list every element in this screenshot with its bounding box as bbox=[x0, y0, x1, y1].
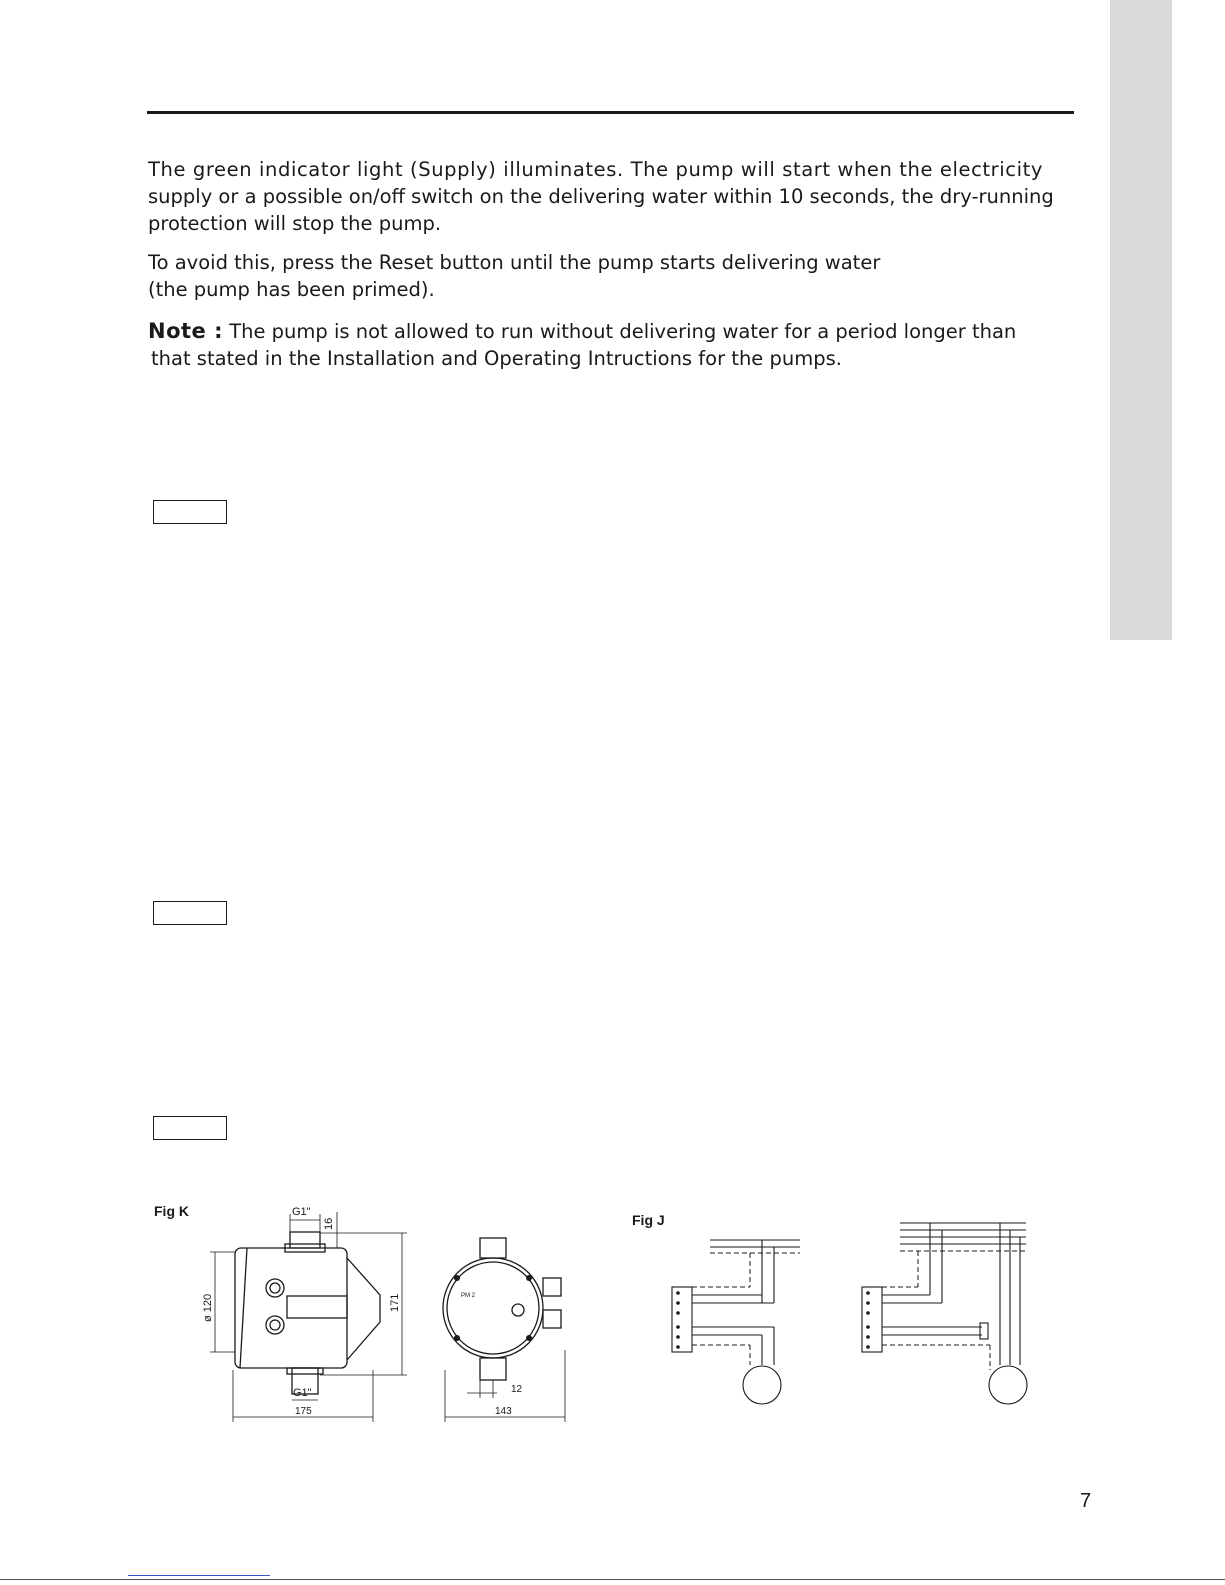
header-rule bbox=[147, 111, 1074, 114]
front-view-housing bbox=[443, 1258, 543, 1358]
dim-175: 175 bbox=[295, 1406, 312, 1417]
note-line-2: that stated in the Installation and Operating Intructions for the pumps. bbox=[151, 347, 842, 370]
dim-g1-top: G1" bbox=[292, 1206, 311, 1218]
fig-j-label: Fig J bbox=[632, 1212, 665, 1228]
empty-label-box bbox=[153, 1116, 227, 1140]
dim-dia-120: ø 120 bbox=[202, 1293, 214, 1322]
text-line: The green indicator light (Supply) illuminates. The pump will start when the electricity bbox=[148, 158, 1044, 181]
side-view-cap bbox=[347, 1258, 380, 1360]
terminal-block bbox=[672, 1287, 692, 1352]
motor-symbol bbox=[743, 1366, 781, 1404]
side-tab-marker bbox=[1110, 0, 1172, 640]
text-line: (the pump has been primed). bbox=[148, 278, 435, 301]
text-line: protection will stop the pump. bbox=[148, 212, 442, 235]
dim-12: 12 bbox=[511, 1384, 523, 1395]
cable-gland bbox=[266, 1279, 284, 1297]
dim-g1-bottom: G1" bbox=[293, 1387, 312, 1399]
cable-gland bbox=[266, 1316, 284, 1334]
fig-k-drawing bbox=[195, 1200, 585, 1440]
footer-link-underline[interactable] bbox=[128, 1575, 270, 1576]
paragraph-supply bbox=[148, 156, 1078, 237]
empty-label-box bbox=[153, 901, 227, 925]
note-line-1 bbox=[148, 318, 1078, 345]
text-line: supply or a possible on/off switch on the delivering water within 10 seconds, the dry-running bbox=[148, 185, 1054, 208]
motor-symbol bbox=[989, 1366, 1027, 1404]
note-text: The pump is not allowed to run without delivering water for a period longer than bbox=[223, 320, 1017, 343]
side-view-body bbox=[235, 1248, 347, 1368]
page-number: 7 bbox=[1080, 1490, 1092, 1512]
dim-16: 16 bbox=[323, 1217, 335, 1230]
top-connector bbox=[290, 1232, 320, 1248]
panel-label: PM 2 bbox=[461, 1293, 476, 1299]
fig-j-drawing bbox=[670, 1215, 1050, 1425]
text-line: To avoid this, press the Reset button until the pump starts delivering water bbox=[148, 251, 881, 274]
empty-label-box bbox=[153, 500, 227, 524]
paragraph-reset bbox=[148, 249, 1078, 303]
contactor-coil bbox=[980, 1323, 988, 1339]
dim-171: 171 bbox=[389, 1293, 401, 1312]
fig-k-label: Fig K bbox=[154, 1203, 189, 1219]
front-top-connector bbox=[480, 1238, 506, 1258]
front-bottom-connector bbox=[480, 1358, 506, 1380]
note-label: Note : bbox=[148, 319, 223, 343]
footer-rule bbox=[0, 1579, 1225, 1580]
terminal-block bbox=[862, 1287, 882, 1352]
note-paragraph bbox=[148, 318, 1078, 372]
dim-143: 143 bbox=[495, 1406, 512, 1417]
